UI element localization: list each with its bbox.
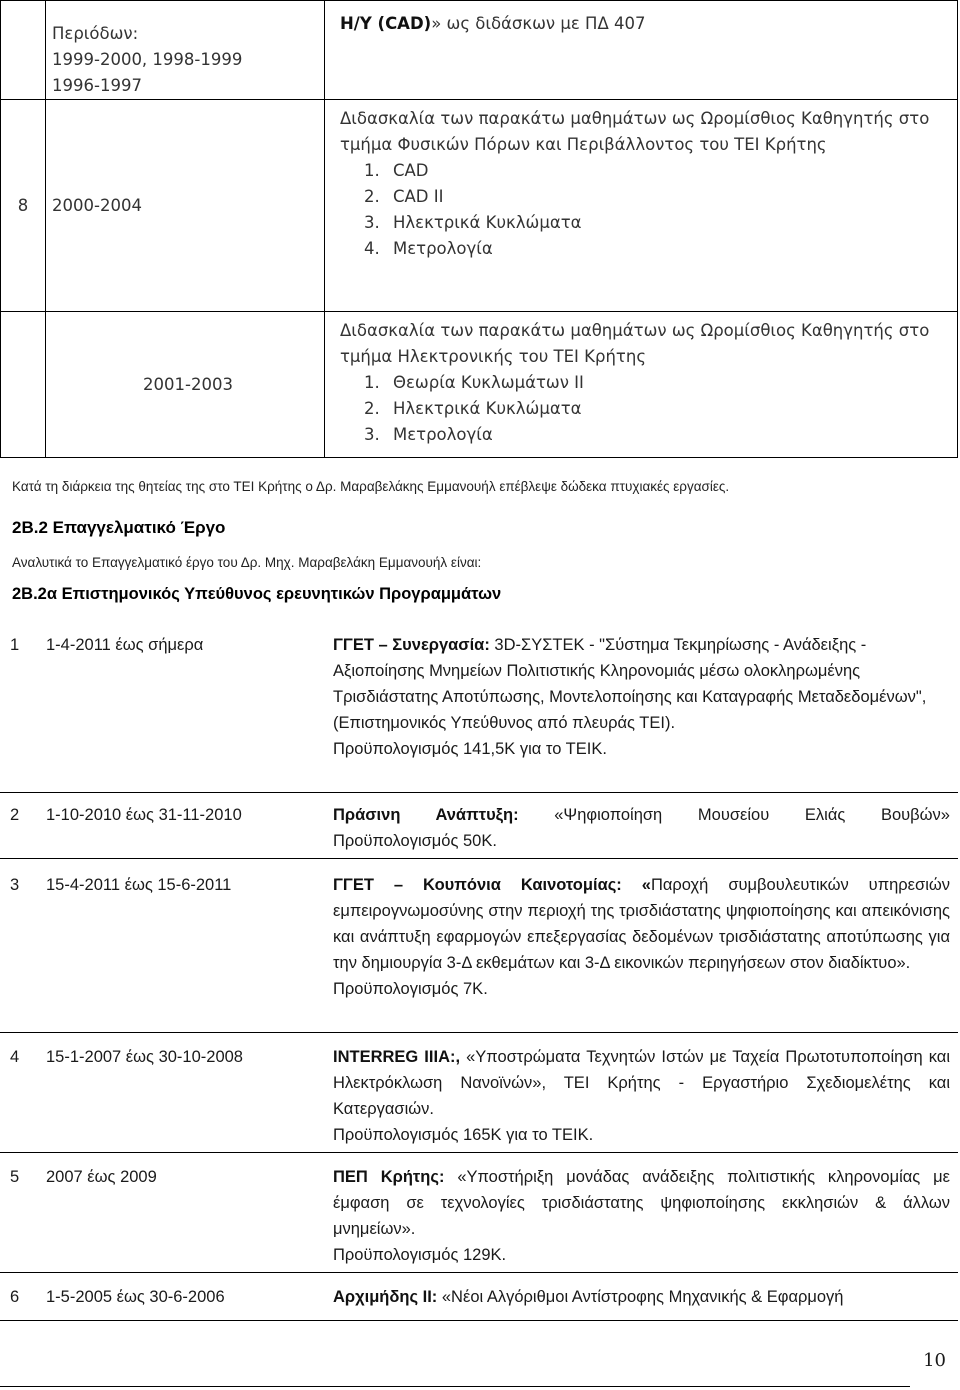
section-intro: Αναλυτικά το Επαγγελματικό έργο του Δρ. Μηχ. Μαραβελάκη Εμμανουήλ είναι: xyxy=(12,555,482,570)
project-budget: Προϋπολογισμός 50Κ. xyxy=(333,832,497,850)
project-dates: 15-1-2007 έως 30-10-2008 xyxy=(46,1048,243,1066)
project-row xyxy=(0,1164,958,1273)
project-budget: Προϋπολογισμός 129Κ. xyxy=(333,1246,507,1264)
list-item: 3. Μετρολογία xyxy=(385,422,951,448)
project-description: Παροχή συμβουλευτικών υπηρεσιών εμπειρογνωμοσύνης στην περιοχή της τρισδιάστατης ψηφιοποίησης και απεικόνισης και ανάπτυξη εφαρμογών επεξεργασίας δεδομένων τρισδιάστατης αποτύπωσης για την δημιουργία 3-Δ εκθεμάτων και 3-Δ εικονικών περιηγήσεων στον διαδίκτυο». xyxy=(333,876,950,972)
period-line: 1996-1997 xyxy=(52,76,142,95)
program-name: ΠΕΠ Κρήτης: xyxy=(333,1168,445,1186)
project-dates: 1-5-2005 έως 30-6-2006 xyxy=(46,1288,225,1306)
period-cell: 2001-2003 xyxy=(46,312,325,458)
project-description: «Νέοι Αλγόριθμοι Αντίστροφης Μηχανικής & Εφαρμογή xyxy=(437,1288,844,1306)
section-title: 2Β.2 Επαγγελματικό Έργο xyxy=(12,518,226,537)
project-row xyxy=(0,1044,958,1153)
project-row xyxy=(0,872,958,1033)
program-name: ΓΓΕΤ – Κουπόνια Καινοτομίας: « xyxy=(333,876,651,894)
supervision-note: Κατά τη διάρκεια της θητείας της στο ΤΕΙ Κρήτης ο Δρ. Μαραβελάκης Εμμανουήλ επέβλεψε δώδεκα πτυχιακές εργασίες. xyxy=(12,479,730,494)
description-cell xyxy=(325,312,958,458)
program-name: Αρχιμήδης ΙΙ: xyxy=(333,1288,438,1306)
project-body xyxy=(333,872,950,1002)
table-row xyxy=(1,100,958,312)
description-cell xyxy=(325,1,958,100)
program-name: Πράσινη Ανάπτυξη: xyxy=(333,806,519,824)
project-body xyxy=(333,1164,950,1268)
project-row xyxy=(0,632,958,793)
period-line: Περιόδων: xyxy=(52,24,139,43)
row-number: 8 xyxy=(1,100,46,312)
project-body xyxy=(333,632,950,762)
teaching-intro: Διδασκαλία των παρακάτω μαθημάτων ως Ωρομίσθιος Καθηγητής στο τμήμα Ηλεκτρονικής του ΤΕΙ Κρήτης xyxy=(340,321,930,366)
project-dates: 2007 έως 2009 xyxy=(46,1168,157,1186)
footer-divider xyxy=(0,1386,910,1387)
project-number: 2 xyxy=(10,806,20,824)
program-name: INTERREG IIIA:, xyxy=(333,1048,461,1066)
course-list xyxy=(340,370,951,448)
project-row xyxy=(0,802,958,859)
period-cell xyxy=(46,1,325,100)
course-note: » ως διδάσκων με ΠΔ 407 xyxy=(431,14,646,33)
teaching-table xyxy=(0,0,958,458)
list-item: 3. Ηλεκτρικά Κυκλώματα xyxy=(385,210,951,236)
period-cell: 2000-2004 xyxy=(46,100,325,312)
project-budget: Προϋπολογισμός 141,5Κ για το ΤΕΙΚ. xyxy=(333,740,607,758)
subsection-title: 2Β.2α Επιστημονικός Υπεύθυνος ερευνητικών Προγραμμάτων xyxy=(12,585,502,603)
project-dates: 1-10-2010 έως 31-11-2010 xyxy=(46,806,242,824)
list-item: 2. CAD II xyxy=(385,184,951,210)
teaching-intro: Διδασκαλία των παρακάτω μαθημάτων ως Ωρομίσθιος Καθηγητής στο τμήμα Φυσικών Πόρων και Περιβάλλοντος του ΤΕΙ Κρήτης xyxy=(340,109,930,154)
project-number: 5 xyxy=(10,1168,20,1186)
project-description: «Υποστήριξη μονάδας ανάδειξης πολιτιστικής κληρονομίας με έμφαση σε τεχνολογίες τρισδιάστατης ψηφιοποίησης εκκλησιών & άλλων μνημείων». xyxy=(333,1168,950,1238)
project-body xyxy=(333,1284,950,1310)
course-list xyxy=(340,158,951,262)
table-row xyxy=(1,1,958,100)
project-number: 3 xyxy=(10,876,20,894)
row-number xyxy=(1,1,46,100)
project-budget: Προϋπολογισμός 165Κ για το ΤΕΙΚ. xyxy=(333,1126,594,1144)
project-dates: 15-4-2011 έως 15-6-2011 xyxy=(46,876,232,894)
project-number: 4 xyxy=(10,1048,20,1066)
period-line: 1999-2000, 1998-1999 xyxy=(52,50,243,69)
course-title: Η/Υ (CAD) xyxy=(340,14,432,33)
project-body xyxy=(333,802,950,828)
table-row xyxy=(1,312,958,458)
project-budget: Προϋπολογισμός 7Κ. xyxy=(333,980,488,998)
project-number: 1 xyxy=(10,636,20,654)
project-description: «Ψηφιοποίηση Μουσείου Ελιάς Βουβών» xyxy=(518,806,950,824)
project-number: 6 xyxy=(10,1288,20,1306)
list-item: 1. Θεωρία Κυκλωμάτων ΙΙ xyxy=(385,370,951,396)
list-item: 4. Μετρολογία xyxy=(385,236,951,262)
description-cell xyxy=(325,100,958,312)
project-description: 3D-ΣΥΣΤΕΚ - "Σύστημα Τεκμηρίωσης - Ανάδειξης - Αξιοποίησης Μνημείων Πολιτιστικής Κληρονομιάς μέσω ολοκληρωμένης Τρισδιάστατης Αποτύπωσης, Μοντελοποίησης και Καταγραφής Μεταδεδομένων", (Επιστημονικός Υπεύθυνος από πλευράς ΤΕΙ). xyxy=(333,636,927,732)
program-name: ΓΓΕΤ – Συνεργασία: xyxy=(333,636,490,654)
row-number xyxy=(1,312,46,458)
list-item: 1. CAD xyxy=(385,158,951,184)
project-row xyxy=(0,1284,958,1321)
project-body xyxy=(333,1044,950,1148)
list-item: 2. Ηλεκτρικά Κυκλώματα xyxy=(385,396,951,422)
project-dates: 1-4-2011 έως σήμερα xyxy=(46,636,204,654)
project-description: «Υποστρώματα Τεχνητών Ιστών με Ταχεία Πρωτοτυποποίηση και Ηλεκτρόκλωση Νανοϊνών», ΤΕΙ Κρήτης - Εργαστήριο Σχεδιομελέτης και Κατεργασιών. xyxy=(333,1048,950,1118)
page-number: 10 xyxy=(923,1350,946,1371)
